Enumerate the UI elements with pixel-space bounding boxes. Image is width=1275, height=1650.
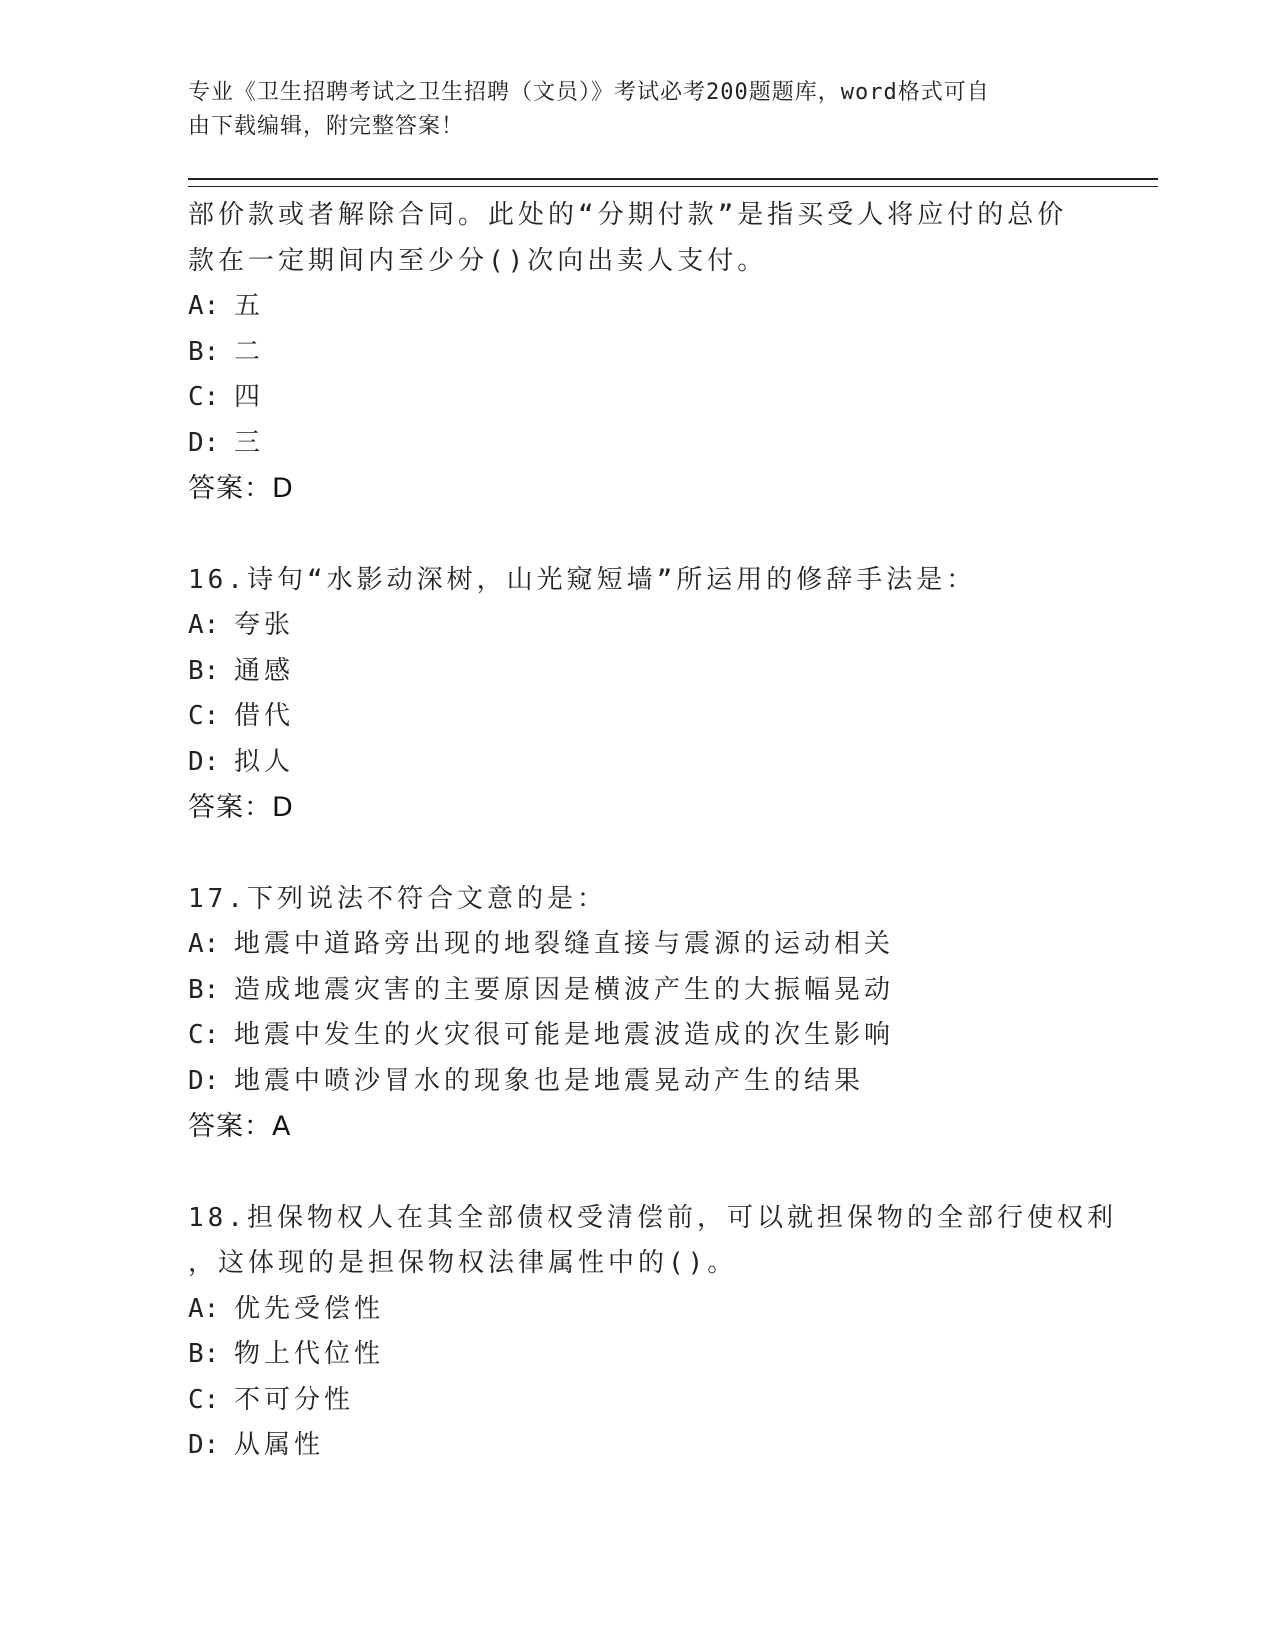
question-stem-line: 17.下列说法不符合文意的是： [188, 883, 607, 914]
question-stem-line: 部价款或者解除合同。此处的“分期付款”是指买受人将应付的总价 [188, 200, 1068, 230]
option-text: 夸张 [234, 610, 295, 640]
option-label: B: [188, 336, 220, 367]
option-text: 三 [234, 427, 265, 458]
option-d [188, 421, 1088, 467]
question-list [188, 193, 1117, 1515]
option-b [188, 649, 1088, 695]
option-label: A: [188, 291, 220, 321]
option-label: D: [188, 1430, 220, 1460]
question-16 [188, 558, 1088, 831]
option-b [188, 330, 1088, 376]
option-label: D: [188, 427, 220, 458]
option-text: 拟人 [234, 746, 295, 777]
option-text: 不可分性 [234, 1384, 355, 1415]
option-label: C: [188, 1384, 220, 1415]
option-d [188, 1423, 1088, 1469]
option-label: B: [188, 1339, 220, 1369]
header-line-2: 由下载编辑，附完整答案！ [188, 114, 465, 139]
question-15-continued [188, 193, 1088, 512]
question-17 [188, 877, 1088, 1150]
option-label: D: [188, 1065, 220, 1096]
option-text: 造成地震灾害的主要原因是横波产生的大振幅晃动 [234, 974, 895, 1005]
option-label: D: [188, 746, 220, 777]
header-line-1: 专业《卫生招聘考试之卫生招聘（文员）》考试必考200题题库，word格式可自 [188, 80, 990, 105]
option-c [188, 375, 1088, 421]
option-text: 通感 [234, 655, 295, 686]
option-b [188, 1332, 1088, 1378]
option-text: 从属性 [234, 1430, 325, 1460]
option-a [188, 284, 1088, 330]
answer-line: 答案：A [188, 1111, 292, 1142]
option-c [188, 1378, 1088, 1424]
option-label: B: [188, 655, 220, 686]
question-stem-line: 18.担保物权人在其全部债权受清偿前，可以就担保物的全部行使权利 [188, 1202, 1117, 1233]
question-stem-line: 16.诗句“水影动深树，山光窥短墙”所运用的修辞手法是： [188, 564, 977, 595]
option-text: 借代 [234, 701, 295, 731]
question-18 [188, 1196, 1117, 1469]
document-header [188, 76, 1088, 144]
option-text: 地震中道路旁出现的地裂缝直接与震源的运动相关 [234, 929, 895, 959]
option-text: 五 [234, 291, 265, 321]
option-text: 地震中喷沙冒水的现象也是地震晃动产生的结果 [234, 1065, 865, 1096]
option-d [188, 1059, 1088, 1105]
option-b [188, 968, 1088, 1014]
option-text: 四 [234, 382, 265, 412]
option-d [188, 740, 1088, 786]
question-stem-line: ，这体现的是担保物权法律属性中的()。 [188, 1248, 738, 1278]
option-label: C: [188, 1020, 220, 1050]
option-text: 二 [234, 336, 265, 367]
header-divider [188, 178, 1158, 187]
answer-line: 答案：D [188, 792, 294, 823]
answer-line: 答案：D [188, 473, 294, 504]
option-label: A: [188, 929, 220, 959]
option-text: 物上代位性 [234, 1339, 385, 1369]
option-c [188, 1013, 1088, 1059]
option-text: 优先受偿性 [234, 1293, 385, 1324]
option-label: B: [188, 974, 220, 1005]
question-stem-line: 款在一定期间内至少分()次向出卖人支付。 [188, 245, 768, 276]
option-c [188, 694, 1088, 740]
option-label: A: [188, 1293, 220, 1324]
option-label: C: [188, 701, 220, 731]
option-text: 地震中发生的火灾很可能是地震波造成的次生影响 [234, 1020, 895, 1050]
option-a [188, 1287, 1088, 1333]
option-a [188, 922, 1088, 968]
option-label: A: [188, 610, 220, 640]
option-label: C: [188, 382, 220, 412]
option-a [188, 603, 1088, 649]
